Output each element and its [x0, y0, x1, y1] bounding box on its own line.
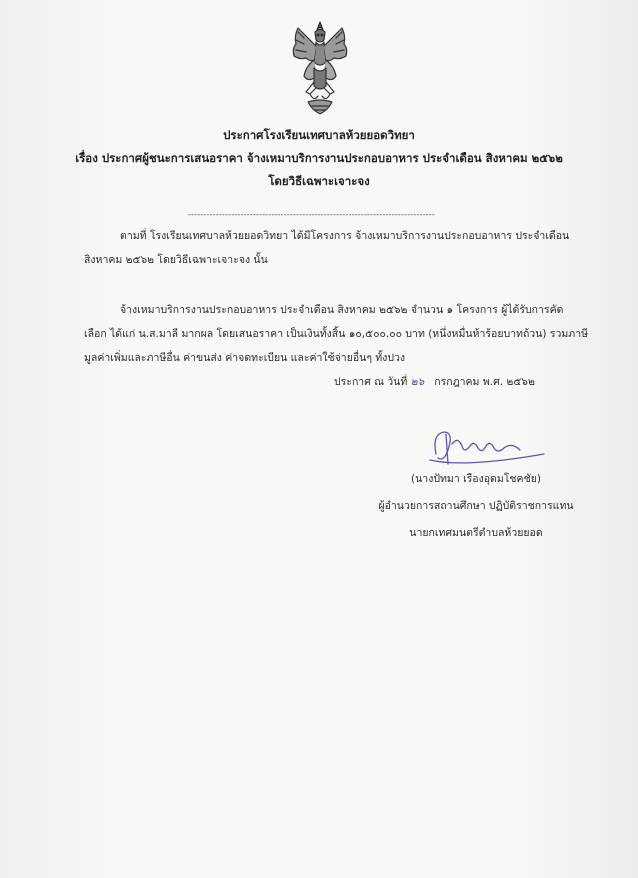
title-line-2: เรื่อง ประกาศผู้ชนะการเสนอราคา จ้างเหมาบริการงานประกอบอาหาร ประจำเดือน สิงหาคม ๒๕๖๒	[75, 151, 563, 165]
paragraph1-line2: สิงหาคม ๒๕๖๒ โดยวิธีเฉพาะเจาะจง นั้น	[84, 254, 268, 266]
announce-date	[84, 370, 596, 394]
paragraph-winner	[84, 298, 596, 370]
paragraph2-line2: เลือก ได้แก่ น.ส.มาลี มากผล โดยเสนอราคา เป็นเงินทั้งสิ้น ๑๐,๕๐๐.๐๐ บาท (หนึ่งหมื่นห้าร้อยบาทถ้วน) รวมภาษี	[84, 328, 589, 340]
title-line-1: ประกาศโรงเรียนเทศบาลห้วยยอดวิทยา	[223, 128, 415, 142]
date-day: ๒๖	[410, 376, 425, 388]
title-line-3: โดยวิธีเฉพาะเจาะจง	[268, 174, 370, 188]
date-month-year: กรกฎาคม พ.ศ. ๒๕๖๒	[434, 376, 535, 388]
date-prefix: ประกาศ ณ วันที่	[334, 376, 408, 388]
paragraph-intro	[84, 224, 596, 272]
paragraph1-line1: ตามที่ โรงเรียนเทศบาลห้วยยอดวิทยา ได้มีโครงการ จ้างเหมาบริการงานประกอบอาหาร ประจำเดือน	[120, 230, 570, 242]
signatory-title-2: นายกเทศมนตรีตำบลห้วยยอด	[409, 527, 543, 539]
signatory-name: (นางปัทมา เรืองอุดมโชคชัย)	[411, 473, 541, 485]
garuda-emblem-icon	[284, 18, 356, 120]
paragraph2-line1: จ้างเหมาบริการงานประกอบอาหาร ประจำเดือน สิงหาคม ๒๕๖๒ จำนวน ๑ โครงการ ผู้ได้รับการคัด	[120, 304, 564, 316]
paragraph2-line3: มูลค่าเพิ่มและภาษีอื่น ค่าขนส่ง ค่าจดทะเบียน และค่าใช้จ่ายอื่นๆ ทั้งปวง	[84, 352, 406, 364]
handwritten-signature-icon	[424, 424, 550, 472]
divider-line: --------------------------------------------------------------------------------	[188, 210, 435, 219]
announcement-title	[0, 124, 638, 193]
signatory-title-1: ผู้อำนวยการสถานศึกษา ปฏิบัติราชการแทน	[378, 500, 574, 512]
signatory-block	[330, 466, 622, 547]
